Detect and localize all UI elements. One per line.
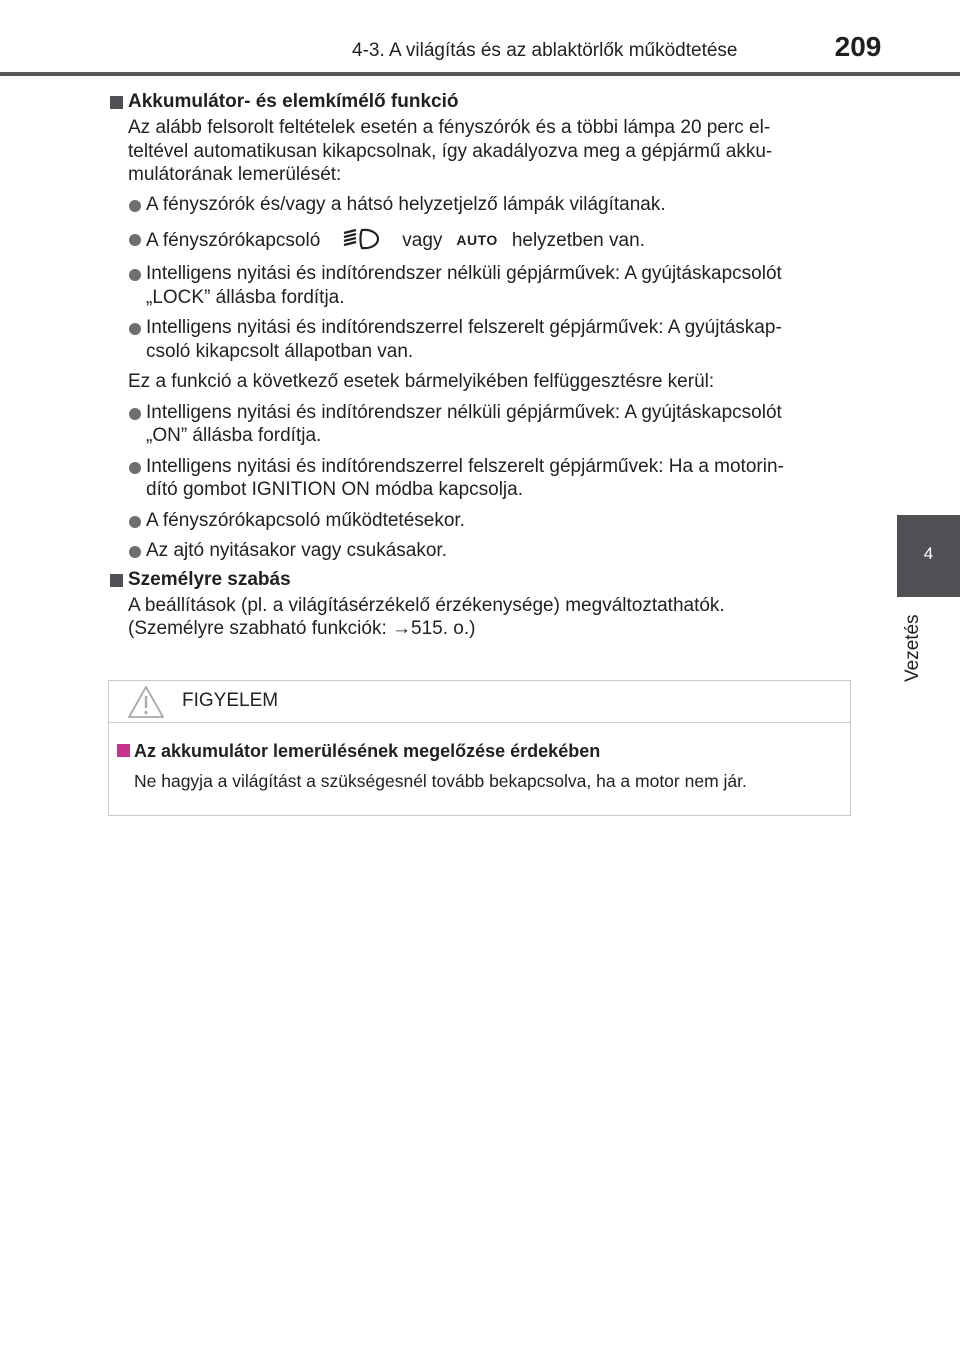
bullet-dot-icon (129, 408, 141, 420)
bullet-dot-icon (129, 323, 141, 335)
warning-subheading (117, 740, 600, 762)
section-square-icon (110, 574, 123, 587)
header-rule (0, 72, 960, 76)
list-item (128, 401, 858, 448)
text-line (146, 226, 858, 254)
header-section-title: 4-3. A világítás és az ablaktörlők működtetése (352, 40, 738, 61)
section-heading-customization (110, 568, 858, 592)
text-line: Ez a funkció a következő esetek bármelyikében felfüggesztésre kerül: (128, 371, 715, 392)
headlight-low-beam-icon (340, 226, 384, 252)
text-line: Intelligens nyitási és indítórendszerrel felszerelt gépjárművek: A gyújtáskap- (146, 317, 782, 338)
chapter-name: Vezetés (902, 614, 923, 682)
list-item (128, 316, 858, 363)
warning-subheading-text: Az akkumulátor lemerülésének megelőzése érdekében (134, 741, 601, 761)
warning-square-icon (117, 744, 130, 757)
bullet-dot-icon (129, 234, 141, 246)
text-line: Az alább felsorolt feltételek esetén a fényszórók és a többi lámpa 20 perc el- (128, 117, 771, 138)
bullet-dot-icon (129, 546, 141, 558)
warning-text: Ne hagyja a világítást a szükségesnél tovább bekapcsolva, ha a motor nem jár. (134, 771, 747, 791)
text-line: (Személyre szabható funkciók: →515. o.) (128, 618, 476, 639)
page-number: 209 (834, 31, 882, 62)
customization-text (128, 594, 858, 641)
text-line: A beállítások (pl. a világításérzékelő érzékenysége) megváltoztathatók. (128, 594, 725, 616)
auto-position-icon: AUTO (456, 232, 498, 248)
switch-condition-middle: vagy (402, 230, 443, 251)
section-heading-text: Személyre szabás (128, 568, 291, 590)
list-item (128, 509, 858, 533)
warning-triangle-icon (127, 685, 165, 719)
bullet-dot-icon (129, 269, 141, 281)
text-line: teltével automatikusan kikapcsolnak, így akadályozva meg a gépjármű akku- (128, 140, 773, 162)
chapter-number: 4 (923, 544, 934, 563)
list-item (128, 262, 858, 309)
text-line: „LOCK” állásba fordítja. (146, 286, 345, 308)
text-line: Intelligens nyitási és indítórendszerrel felszerelt gépjárművek: Ha a motorin- (146, 455, 784, 477)
section-heading-text: Akkumulátor- és elemkímélő funkció (128, 91, 459, 112)
text-line: A fényszórókapcsoló működtetésekor. (146, 509, 465, 531)
text-line: „ON” állásba fordítja. (146, 425, 322, 446)
bullet-dot-icon (129, 516, 141, 528)
text-line: mulátorának lemerülését: (128, 164, 342, 185)
text-line: Intelligens nyitási és indítórendszer nélküli gépjárművek: A gyújtáskapcsolót (146, 263, 782, 284)
warning-header (109, 681, 850, 723)
text-line: csoló kikapcsolt állapotban van. (146, 340, 414, 362)
warning-label: FIGYELEM (182, 690, 279, 711)
cancel-intro (128, 370, 858, 394)
section-square-icon (110, 96, 123, 109)
bullet-dot-icon (129, 200, 141, 212)
switch-condition-prefix: A fényszórókapcsoló (146, 230, 321, 251)
battery-intro (128, 116, 858, 187)
bullet-dot-icon (129, 462, 141, 474)
text-line: dító gombot IGNITION ON módba kapcsolja. (146, 479, 523, 500)
text-line: Intelligens nyitási és indítórendszer nélküli gépjárművek: A gyújtáskapcsolót (146, 401, 782, 423)
section-heading-battery (110, 90, 858, 114)
list-item (128, 455, 858, 502)
text-line: A fényszórók és/vagy a hátsó helyzetjelző lámpák világítanak. (146, 193, 666, 215)
list-item (128, 193, 858, 217)
page-content (110, 90, 858, 641)
text-line: Az ajtó nyitásakor vagy csukásakor. (146, 540, 447, 561)
warning-box (108, 680, 851, 816)
list-item (128, 539, 858, 563)
chapter-tab (897, 515, 960, 597)
list-item-switch-condition (128, 226, 858, 254)
switch-condition-suffix: helyzetben van. (511, 230, 645, 251)
